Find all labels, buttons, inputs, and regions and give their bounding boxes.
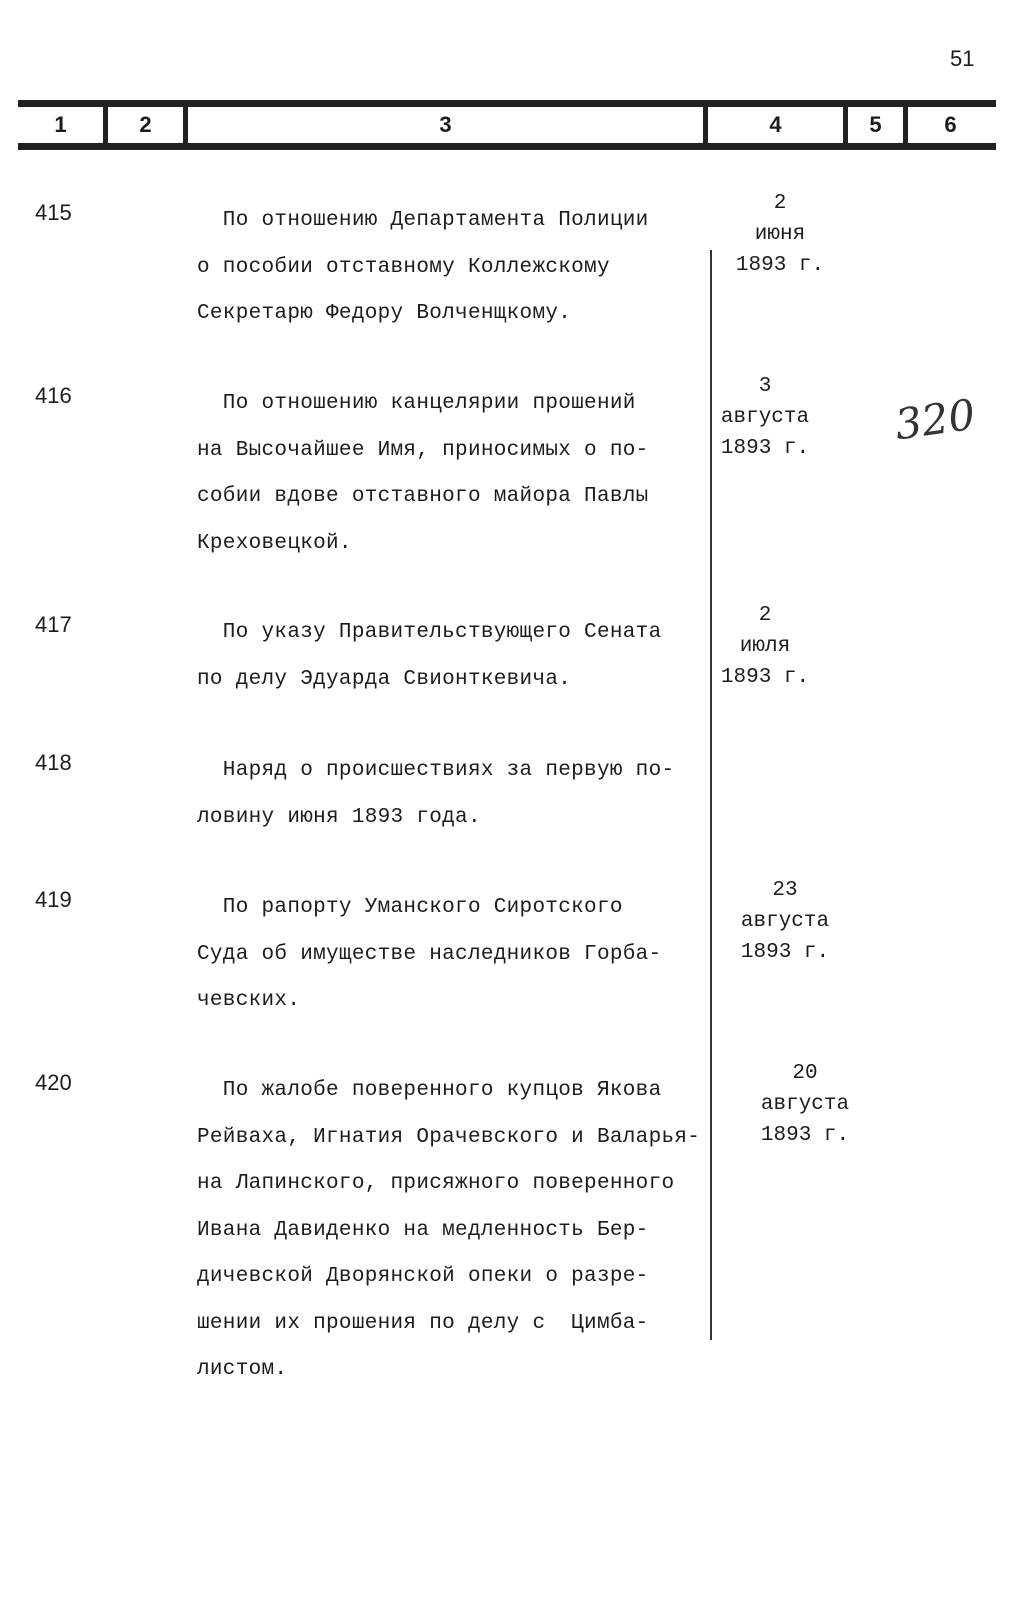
entry-description: [197, 381, 649, 567]
column-header-3: 3: [188, 107, 708, 143]
entry-date: [745, 1058, 865, 1151]
entry-line: дичевской Дворянской опеки о разре-: [197, 1265, 649, 1288]
date-year: 1893 г.: [740, 941, 830, 964]
entry-date: [705, 600, 825, 693]
entry-description: [197, 610, 661, 703]
date-year: 1893 г.: [760, 1124, 850, 1147]
page-number: 51: [950, 46, 975, 71]
entry-line: Секретарю Федору Волченщкому.: [197, 302, 572, 325]
entry-line: о пособии отставному Коллежскому: [197, 255, 610, 279]
entry-line: собии вдове отставного майора Павлы: [197, 485, 649, 508]
handwritten-note: 320: [891, 389, 979, 450]
entry-line: По отношению Департамента Полиции: [197, 209, 649, 232]
date-month: июня: [754, 223, 806, 246]
entry-line: Наряд о происшествиях за первую по-: [197, 759, 675, 782]
entry-line: По отношению канцелярии прошений: [197, 392, 636, 415]
entry-line: По указу Правительствующего Сената: [197, 621, 662, 644]
entry-number: 418: [35, 750, 72, 775]
date-day: 20: [792, 1062, 818, 1085]
entry-line: чевских.: [197, 989, 301, 1012]
column-header-bar: [18, 100, 996, 150]
column-header-6: 6: [944, 112, 957, 137]
date-day: 3: [758, 375, 772, 398]
entry-line: листом.: [197, 1358, 288, 1381]
date-year: 1893 г.: [720, 666, 810, 689]
column-header-4: 4: [708, 107, 848, 143]
entry-line: Рейваха, Игнатия Орачевского и Валарья-: [197, 1125, 701, 1149]
date-year: 1893 г.: [735, 254, 825, 277]
entry-line: по делу Эдуарда Свионткевича.: [197, 667, 572, 691]
column-header-2: 2: [108, 107, 188, 143]
entry-line: шении их прошения по делу с Цимба-: [197, 1311, 649, 1335]
entry-date: [705, 371, 825, 464]
entry-date: [720, 188, 840, 281]
entry-line: на Лапинского, присяжного поверенного: [197, 1172, 675, 1195]
entry-number: 419: [35, 887, 72, 912]
entry-date: [725, 875, 845, 968]
entry-line: По жалобе поверенного купцов Якова: [197, 1079, 662, 1102]
date-year: 1893 г.: [720, 437, 810, 460]
date-month: августа: [760, 1093, 850, 1116]
date-day: 2: [758, 604, 772, 627]
date-month: августа: [720, 406, 810, 429]
entry-line: ловину июня 1893 года.: [197, 805, 481, 829]
entry-number: 415: [35, 200, 72, 225]
entry-line: Суда об имуществе наследников Горба-: [197, 942, 662, 966]
entry-description: [197, 198, 649, 338]
date-month: августа: [740, 910, 830, 933]
date-day: 2: [773, 192, 787, 215]
entry-description: [197, 748, 674, 841]
entry-description: [197, 885, 661, 1025]
column-header-1: 1: [18, 107, 108, 143]
date-day: 23: [772, 879, 798, 902]
entry-line: Креховецкой.: [197, 531, 352, 555]
date-month: июля: [739, 635, 791, 658]
entry-line: на Высочайшее Имя, приносимых о по-: [197, 438, 649, 462]
entry-number: 420: [35, 1070, 72, 1095]
entry-number: 417: [35, 612, 72, 637]
entry-description: [197, 1068, 700, 1394]
column-header-5: 5: [848, 107, 908, 143]
entry-line: По рапорту Уманского Сиротского: [197, 896, 623, 919]
entry-line: Ивана Давиденко на медленность Бер-: [197, 1218, 649, 1242]
entry-number: 416: [35, 383, 72, 408]
